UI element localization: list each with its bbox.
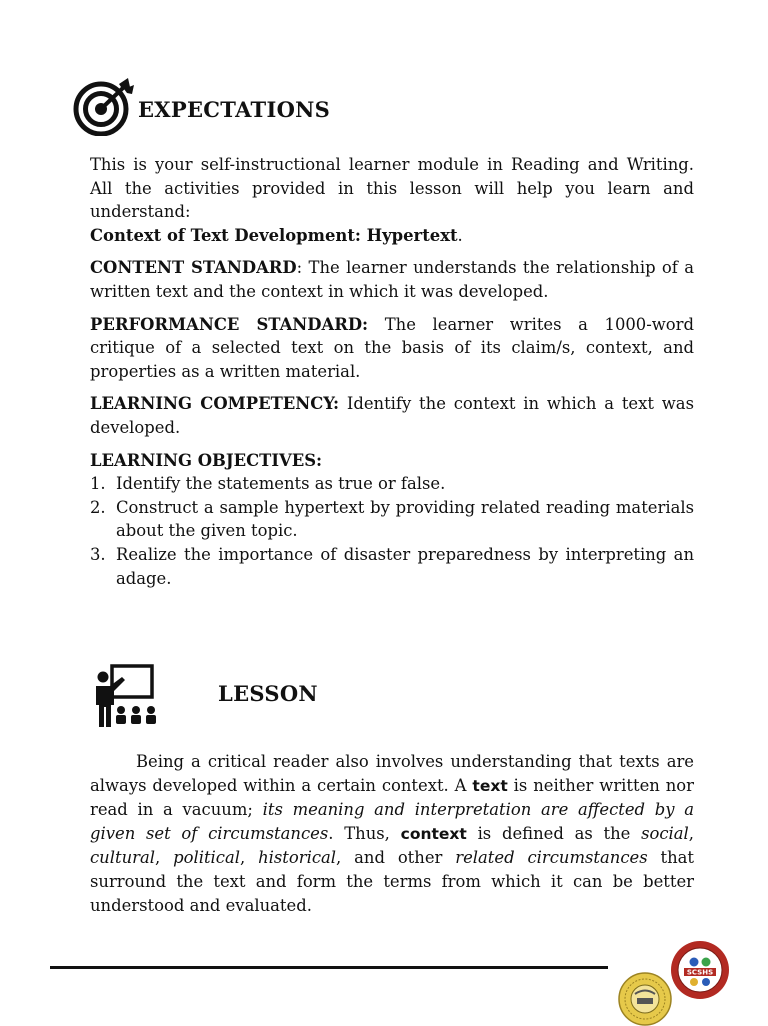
lesson-text: is neither written nor read in a vacuum; xyxy=(90,775,695,820)
lesson-text: , xyxy=(154,848,174,868)
footer-divider xyxy=(50,966,608,969)
lesson-text: is defined as the xyxy=(466,823,642,843)
lesson-italic-text: political xyxy=(173,848,240,868)
item-number: 1. xyxy=(90,474,106,494)
lesson-italic-text: cultural xyxy=(90,848,155,868)
term-context: context xyxy=(400,824,467,843)
performance-standard-label: PERFORMANCE STANDARD: xyxy=(90,314,369,334)
lesson-body xyxy=(90,750,694,917)
content-standard-text: : The learner understands the relationship of a written text and the context in which it was developed. xyxy=(90,258,695,301)
learning-objectives-label: LEARNING OBJECTIVES: xyxy=(90,450,323,470)
scshs-seal-logo xyxy=(670,940,730,1000)
teacher-board-icon xyxy=(92,664,162,728)
lesson-italic-text: related circumstances xyxy=(455,848,648,868)
content-standard xyxy=(90,256,694,303)
learning-competency xyxy=(90,392,694,439)
expectations-body xyxy=(90,153,694,590)
learning-competency-text: Identify the context in which a text was developed. xyxy=(90,394,694,437)
item-text: Identify the statements as true or false. xyxy=(116,474,446,494)
performance-standard xyxy=(90,313,694,384)
expectations-heading xyxy=(72,78,330,136)
lesson-text: , xyxy=(239,848,259,868)
lesson-text: , and other xyxy=(336,848,456,868)
lesson-italic-text: historical xyxy=(258,848,337,868)
item-text: Construct a sample hypertext by providing related reading materials about the given topic. xyxy=(116,497,694,541)
performance-standard-text: The learner writes a 1000-word critique of a selected text on the basis of its claim/s, context, and properties as a written material. xyxy=(90,314,694,381)
topic-period: . xyxy=(457,225,463,245)
lesson-text: , xyxy=(688,823,695,843)
content-standard-label: CONTENT STANDARD xyxy=(90,258,297,278)
target-icon xyxy=(72,78,136,136)
lesson-text: that surround the text and form the terms from which it can be better understood and evaluated. xyxy=(90,848,695,915)
lesson-heading xyxy=(92,664,318,728)
topic-text: Context of Text Development: Hypertext xyxy=(90,225,458,245)
intro-paragraph xyxy=(90,153,694,247)
objectives-list xyxy=(90,472,694,590)
list-item xyxy=(90,496,694,543)
lesson-text: Being a critical reader also involves understanding that texts are always developed within a certain context. A xyxy=(90,752,694,795)
list-item xyxy=(90,543,694,590)
list-item xyxy=(90,472,694,496)
lesson-paragraph xyxy=(90,750,694,917)
lesson-italic-text: its meaning and interpretation are affected by a given set of circumstances xyxy=(90,800,694,843)
scshs-seal-text: SCSHS xyxy=(686,968,714,977)
item-number: 2. xyxy=(90,497,106,517)
lesson-title: LESSON xyxy=(218,680,318,706)
item-number: 3. xyxy=(90,544,106,564)
intro-text: This is your self-instructional learner module in Reading and Writing. All the activities provided in this lesson will help you learn and understand: xyxy=(90,155,694,222)
expectations-title: EXPECTATIONS xyxy=(138,96,331,122)
learning-competency-label: LEARNING COMPETENCY: xyxy=(90,394,340,414)
lesson-italic-text: social xyxy=(641,823,689,843)
item-text: Realize the importance of disaster preparedness by interpreting an adage. xyxy=(116,544,694,588)
term-text: text xyxy=(472,776,508,795)
deped-seal-logo xyxy=(618,972,672,1026)
lesson-text: . Thus, xyxy=(328,823,401,843)
